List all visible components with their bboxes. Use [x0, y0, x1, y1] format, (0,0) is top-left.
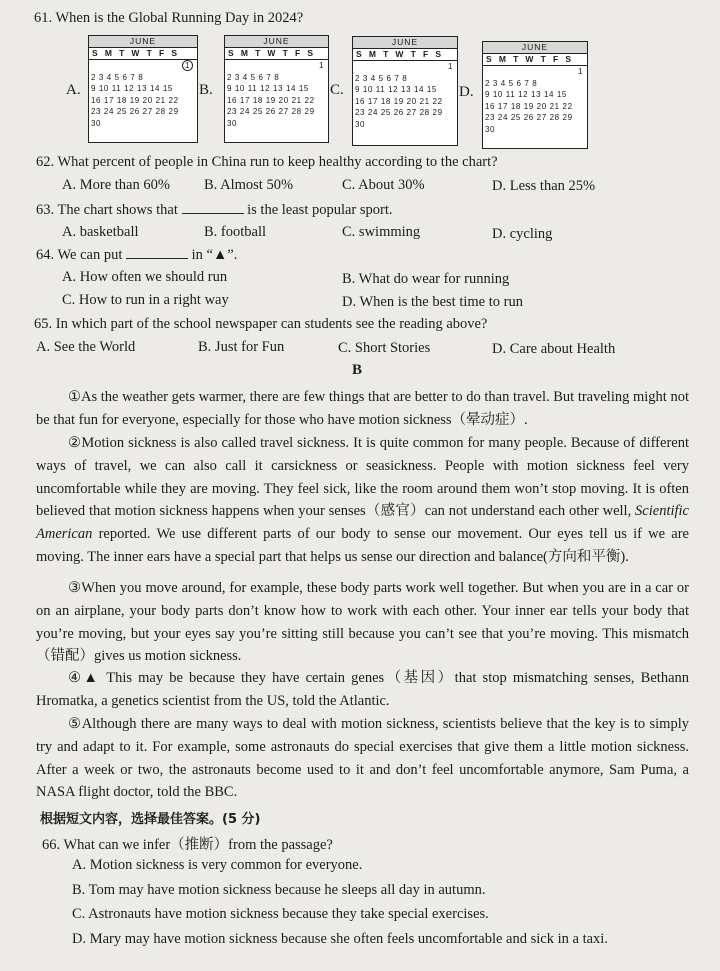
- section-b-heading: B: [352, 362, 363, 378]
- passage-paragraph-2: ②Motion sickness is also called travel sickness. It is quite common for many people. Because of different ways of travel, we can also call it carsickness or seasickness. People with motion sickness feel very uncomfortable while they are moving. They feel sick, like the room around them won’t stop moving. It is often believed that motion sickness happens when your senses（感官）can not understand each other well, Scientific American reported. We use different parts of our body to sense our movement. Our eyes tell us if we are moving. The inner ears have a special part that helps us sense our direction and balance(方向和平衡).: [36, 435, 689, 565]
- calendar-row: 23 24 25 26 27 28 29: [355, 108, 443, 117]
- calendar-weekdays: S M T W T F S: [353, 49, 457, 61]
- question-62: 62. What percent of people in China run to keep healthy according to the chart?: [36, 154, 498, 170]
- calendar-weekdays: S M T W T F S: [225, 48, 328, 60]
- calendar-month: JUNE: [89, 36, 197, 48]
- calendar-row: 16 17 18 19 20 21 22: [227, 95, 315, 105]
- calendar-row: 1: [318, 61, 324, 70]
- q62-option-b[interactable]: B. Almost 50%: [204, 177, 294, 193]
- q65-option-a[interactable]: A. See the World: [36, 339, 136, 355]
- calendar-row: 16 17 18 19 20 21 22: [485, 101, 573, 111]
- calendar-month: JUNE: [225, 36, 328, 48]
- q65-option-b[interactable]: B. Just for Fun: [198, 339, 285, 355]
- q63-option-c[interactable]: C. swimming: [342, 224, 421, 240]
- calendar-row: 16 17 18 19 20 21 22: [91, 95, 179, 105]
- q63-option-a[interactable]: A. basketball: [62, 224, 139, 240]
- q62-option-a[interactable]: A. More than 60%: [62, 177, 170, 193]
- calendar-option-d: [482, 41, 588, 149]
- q65-option-c[interactable]: C. Short Stories: [338, 340, 431, 356]
- q66-option-d[interactable]: D. Mary may have motion sickness because she often feels uncomfortable and sick in a taxi.: [72, 931, 608, 947]
- passage-paragraph-1: ①As the weather gets warmer, there are few things that are better to do than travel. But traveling might not be that fun for everyone, especially for those who have motion sickness（晕动症）.: [36, 389, 689, 428]
- calendar-month: JUNE: [353, 37, 457, 49]
- question-65: 65. In which part of the school newspaper can students see the reading above?: [34, 316, 488, 332]
- calendar-option-c: [352, 36, 458, 146]
- calendar-row: 2 3 4 5 6 7 8: [355, 73, 408, 83]
- calendar-row: 23 24 25 26 27 28 29: [485, 113, 573, 122]
- calendar-row: 1: [89, 60, 197, 72]
- q63-option-d[interactable]: D. cycling: [492, 226, 553, 242]
- question-63: 63. The chart shows that is the least popular sport.: [36, 202, 393, 218]
- calendar-month: JUNE: [483, 42, 587, 54]
- q65-option-d[interactable]: D. Care about Health: [492, 341, 616, 357]
- calendar-row: 16 17 18 19 20 21 22: [355, 96, 443, 106]
- calendar-row: 2 3 4 5 6 7 8: [227, 72, 280, 82]
- q64-option-a[interactable]: A. How often we should run: [62, 269, 228, 285]
- option-d-label: D.: [459, 84, 474, 100]
- passage-paragraph-3: ③When you move around, for example, these body parts work well together. But when you are in a car or on an airplane, your body parts don’t know how to work with each other. Your inner ear tells your body that you’re moving, but your eyes say you’re sitting still because you can’t see that you’re moving. This mismatch（错配）gives us motion sickness.: [36, 580, 689, 665]
- calendar-row: 23 24 25 26 27 28 29: [91, 107, 179, 116]
- passage-paragraph-5: ⑤Although there are many ways to deal with motion sickness, scientists believe that the key is to simply try and adapt to it. For example, some astronauts do special exercises that give them a little motion sickness. After a week or two, the astronauts become used to it and don’t feel uncomfortable anymore, Sam Puma, a NASA flight doctor, told the BBC.: [36, 716, 689, 801]
- q66-option-b[interactable]: B. Tom may have motion sickness because he sleeps all day in autumn.: [72, 882, 486, 898]
- calendar-row: 23 24 25 26 27 28 29: [227, 107, 315, 116]
- calendar-option-b: [224, 35, 329, 143]
- question-64: 64. We can put in “▲”.: [36, 247, 238, 263]
- q62-option-d[interactable]: D. Less than 25%: [492, 178, 596, 194]
- instruction: 根据短文内容，选择最佳答案。(5 分): [40, 812, 261, 827]
- q66-option-a[interactable]: A. Motion sickness is very common for everyone.: [72, 857, 363, 873]
- calendar-row: 9 10 11 12 13 14 15: [355, 85, 437, 94]
- calendar-row: 9 10 11 12 13 14 15: [485, 90, 567, 99]
- calendar-weekdays: S M T W T F S: [89, 48, 197, 60]
- passage-paragraph-4: ④▲ This may be because they have certain genes（基因）that stop mismatching senses, Bethann Hromatka, a genetics scientist from the US, told the Atlantic.: [36, 670, 689, 709]
- q63-option-b[interactable]: B. football: [204, 224, 267, 240]
- q64-option-b[interactable]: B. What do wear for running: [342, 271, 510, 287]
- calendar-row: 9 10 11 12 13 14 15: [91, 84, 173, 93]
- calendar-row: 2 3 4 5 6 7 8: [485, 78, 538, 88]
- calendar-row: 30: [91, 118, 102, 128]
- q64-option-c[interactable]: C. How to run in a right way: [62, 292, 229, 308]
- calendar-row: 30: [227, 118, 238, 128]
- calendar-row: 9 10 11 12 13 14 15: [227, 84, 309, 93]
- q62-option-c[interactable]: C. About 30%: [342, 177, 425, 193]
- q66-option-c[interactable]: C. Astronauts have motion sickness because they take special exercises.: [72, 906, 489, 922]
- publication-name: Scientific American: [36, 503, 689, 543]
- calendar-row: 30: [485, 124, 496, 134]
- calendar-row: 2 3 4 5 6 7 8: [91, 72, 144, 82]
- answer-blank: [182, 201, 244, 214]
- option-b-label: B.: [199, 82, 213, 98]
- calendar-weekdays: S M T W T F S: [483, 54, 587, 66]
- option-c-label: C.: [330, 82, 344, 98]
- calendar-option-a: [88, 35, 198, 143]
- calendar-row: 1: [577, 67, 583, 76]
- calendar-row: 30: [355, 119, 366, 129]
- option-a-label: A.: [66, 82, 81, 98]
- calendar-row: 1: [447, 62, 453, 71]
- question-66: 66. What can we infer（推断）from the passage?: [42, 837, 333, 853]
- answer-blank: [126, 246, 188, 259]
- q64-option-d[interactable]: D. When is the best time to run: [342, 294, 523, 310]
- question-61: 61. When is the Global Running Day in 2024?: [34, 10, 304, 26]
